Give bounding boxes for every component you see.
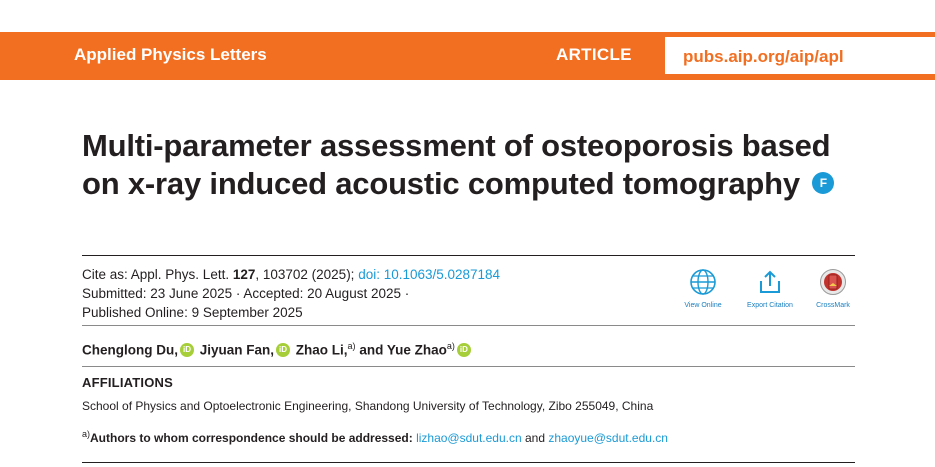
export-citation-label: Export Citation: [747, 302, 793, 309]
author-name: and Yue Zhao: [359, 342, 447, 358]
export-icon: [756, 268, 784, 296]
globe-icon: [689, 268, 717, 296]
crossmark-button[interactable]: [798, 268, 868, 309]
journal-header-bar: [0, 32, 935, 80]
orcid-icon[interactable]: iD: [457, 343, 471, 357]
correspondence-and: and: [521, 431, 549, 445]
top-divider: [82, 255, 855, 256]
orcid-icon[interactable]: iD: [276, 343, 290, 357]
correspondence-line: [82, 429, 668, 445]
cite-volume: 127: [232, 267, 256, 282]
journal-name[interactable]: Applied Physics Letters: [74, 45, 267, 64]
doi-link[interactable]: doi: 10.1063/5.0287184: [358, 267, 501, 282]
cite-suffix: , 103702 (2025);: [255, 267, 359, 282]
citation-block: [82, 265, 500, 322]
author-name: Jiyuan Fan,: [199, 342, 275, 358]
crossmark-label: CrossMark: [816, 302, 850, 309]
correspondence-label: Authors to whom correspondence should be addressed:: [90, 431, 417, 445]
author-name: Chenglong Du,: [82, 342, 178, 358]
email-link-2[interactable]: zhaoyue@sdut.edu.cn: [548, 431, 668, 445]
article-title: [82, 127, 842, 203]
citation-divider: [82, 325, 855, 326]
bottom-divider: [82, 462, 855, 463]
affiliation-marker: a): [446, 341, 455, 351]
author-name: Zhao Li,: [295, 342, 348, 358]
dates-line-1: Submitted: 23 June 2025 · Accepted: 20 August 2025 ·: [82, 286, 410, 301]
journal-url-link[interactable]: pubs.aip.org/aip/apl: [683, 47, 844, 66]
orcid-icon[interactable]: iD: [180, 343, 194, 357]
affiliation-marker: a): [347, 341, 356, 351]
journal-url-box[interactable]: [663, 35, 935, 76]
email-link-1[interactable]: lizhao@sdut.edu.cn: [416, 431, 522, 445]
cite-prefix: Cite as: Appl. Phys. Lett.: [82, 267, 233, 282]
affiliations-heading: AFFILIATIONS: [82, 375, 173, 390]
affiliation-text: School of Physics and Optoelectronic Engineering, Shandong University of Technology, Zibo 255049, China: [82, 399, 654, 413]
dates-line-2: Published Online: 9 September 2025: [82, 305, 303, 320]
article-type-label: ARTICLE: [556, 45, 632, 64]
author-list: [82, 341, 473, 358]
article-title-text: Multi-parameter assessment of osteoporosis based on x-ray induced acoustic computed tomography: [82, 128, 831, 201]
correspondence-marker: a): [82, 429, 91, 439]
authors-divider: [82, 366, 855, 367]
view-online-button[interactable]: [668, 268, 738, 309]
crossmark-icon: [819, 268, 847, 296]
view-online-label: View Online: [684, 302, 722, 309]
featured-badge-icon[interactable]: F: [812, 172, 834, 194]
export-citation-button[interactable]: [735, 268, 805, 309]
